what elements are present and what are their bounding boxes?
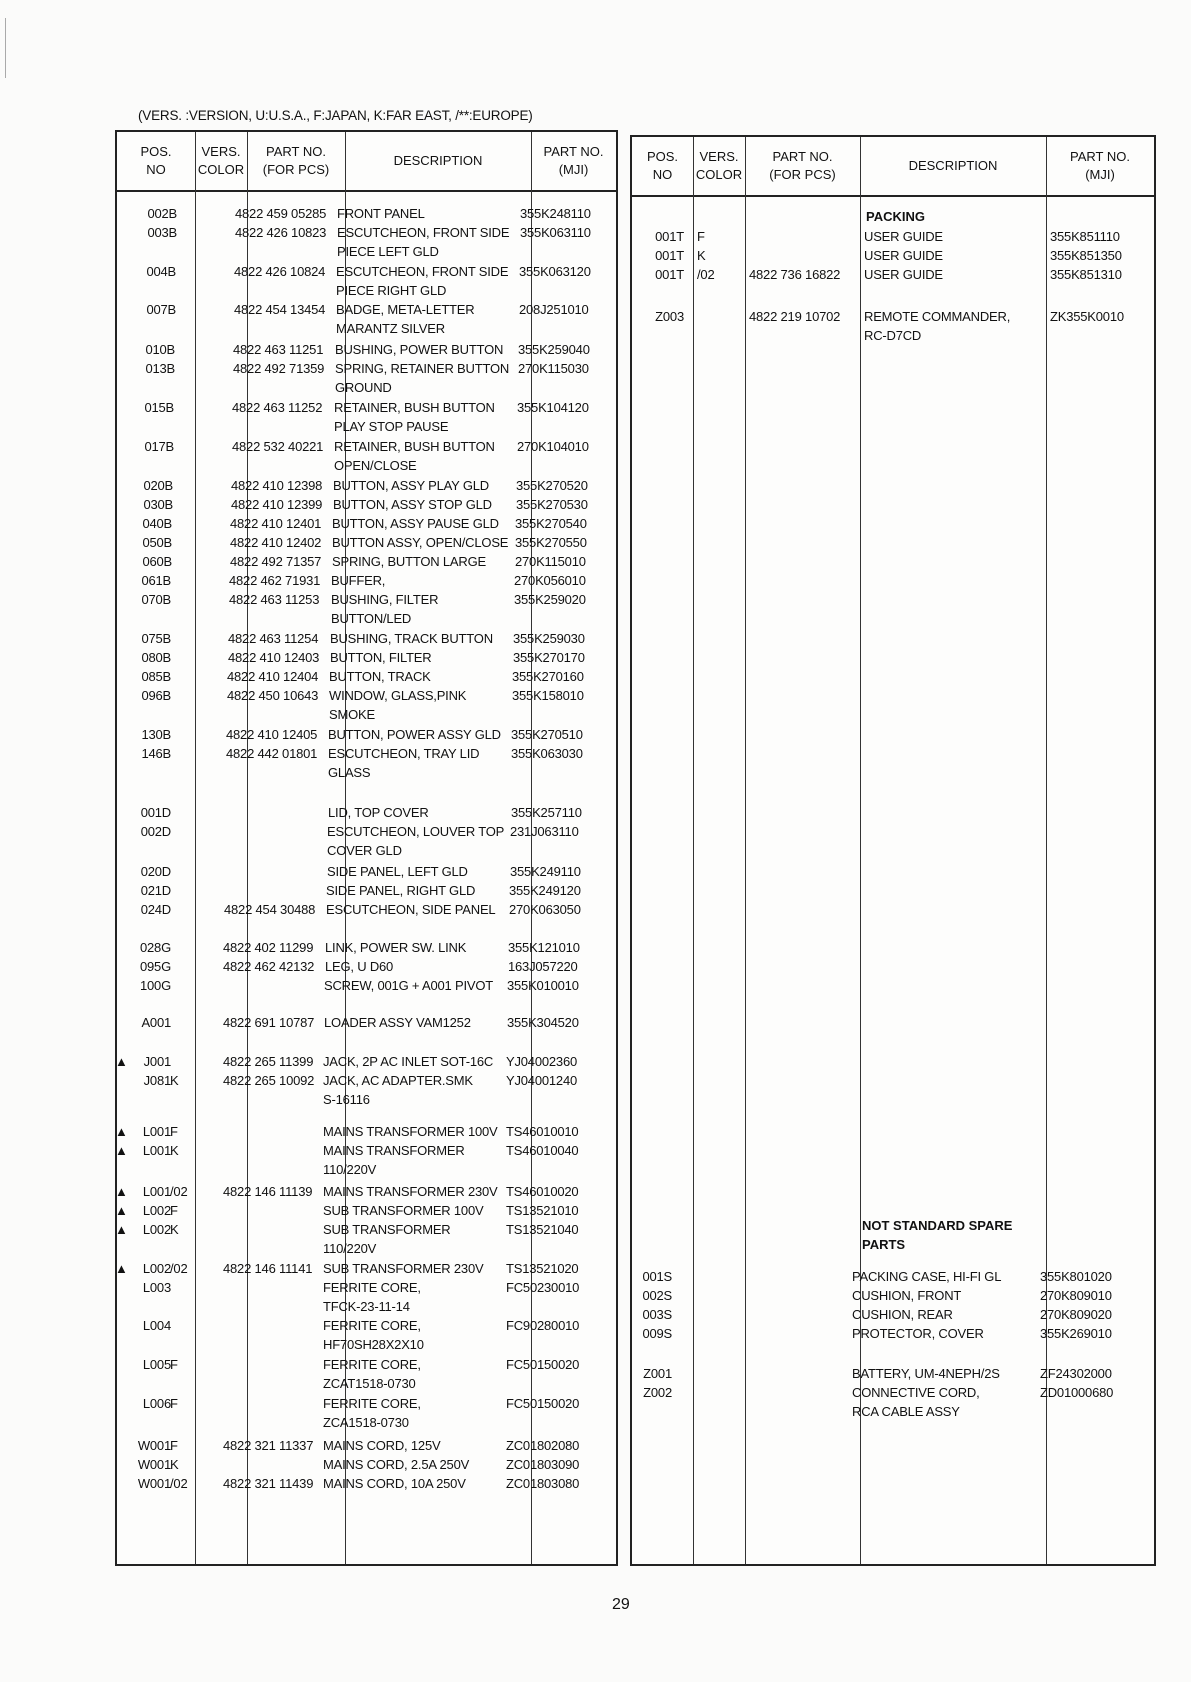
pos-no-cell: 007B [146,302,176,317]
part-no-pcs-cell: 4822 146 11139 [223,1184,313,1199]
pos-no-cell: Z001 [643,1366,672,1381]
description-cell: FERRITE CORE, TFCK-23-11-14 [323,1280,421,1314]
description-cell: MAINS TRANSFORMER 230V [323,1184,498,1199]
description-cell: BUSHING, TRACK BUTTON [330,631,493,646]
part-no-mji-cell: 208J251010 [519,302,589,317]
vers-color-cell: F [170,1396,178,1411]
part-no-pcs-cell: 4822 463 11252 [232,400,323,415]
description-cell: SCREW, 001G + A001 PIVOT [324,978,493,993]
pos-no-cell: 003B [147,225,177,240]
pos-no-cell: 001S [642,1269,672,1284]
vers-color-cell: F [170,1203,178,1218]
vers-color-cell: /02 [170,1261,188,1276]
pos-no-cell: 009S [642,1326,672,1341]
part-no-mji-cell: FC50150020 [506,1357,580,1372]
pos-no-cell: 001T [655,267,684,282]
part-no-mji-cell: 355K249110 [510,864,581,879]
pos-no-cell: 010B [145,342,175,357]
pos-no-cell: 015B [144,400,174,415]
part-no-mji-cell: FC50150020 [506,1396,580,1411]
pos-no-cell: 020B [143,478,173,493]
description-cell: LID, TOP COVER [328,805,429,820]
description-cell: BATTERY, UM-4NEPH/2S [852,1366,1000,1381]
part-no-pcs-cell: 4822 426 10824 [234,264,326,279]
pos-no-cell: W001 [137,1438,171,1453]
part-no-mji-cell: 355K121010 [508,940,580,955]
part-no-pcs-cell: 4822 492 71357 [230,554,322,569]
pos-no-cell: 070B [141,592,171,607]
vers-color-cell: F [170,1438,178,1453]
part-no-mji-cell: 270K809020 [1040,1307,1112,1322]
pos-no-cell: 075B [141,631,171,646]
part-no-mji-cell: 270K063050 [509,902,581,917]
description-cell: SIDE PANEL, RIGHT GLD [326,883,476,898]
pos-no-cell: 100G [139,978,171,993]
part-no-mji-cell: 355K158010 [512,688,584,703]
section-title-packing: PACKING [866,209,925,224]
pos-no-cell: 028G [139,940,171,955]
warning-triangle-icon: ▲ [115,1143,128,1158]
part-no-pcs-cell: 4822 462 71931 [229,573,321,588]
description-cell: ESCUTCHEON, SIDE PANEL [326,902,496,917]
pos-no-cell: 050B [142,535,172,550]
part-no-pcs-cell: 4822 462 42132 [223,959,315,974]
part-no-mji-cell: 270K104010 [517,439,589,454]
description-cell: SUB TRANSFORMER 100V [323,1203,484,1218]
pos-no-cell: 001T [655,248,684,263]
warning-triangle-icon: ▲ [115,1261,128,1276]
description-cell: FERRITE CORE, HF70SH28X2X10 [323,1318,424,1352]
part-no-mji-cell: 355K270530 [516,497,588,512]
vers-color-cell: F [170,1357,178,1372]
part-no-mji-cell: 355K104120 [517,400,589,415]
page-number: 29 [612,1596,630,1613]
description-cell: SPRING, BUTTON LARGE [332,554,486,569]
part-no-mji-cell: 355K259020 [514,592,586,607]
pos-no-cell: 080B [141,650,171,665]
header-part-no-pcs: PART NO. (FOR PCS) [769,149,836,182]
part-no-mji-cell: FC90280010 [506,1318,580,1333]
description-cell: BUTTON, ASSY PAUSE GLD [332,516,499,531]
description-cell: ESCUTCHEON, TRAY LID GLASS [328,746,480,780]
description-cell: BADGE, META-LETTER MARANTZ SILVER [336,302,475,336]
vers-color-cell: /02 [170,1184,188,1199]
part-no-mji-cell: 270K115030 [518,361,589,376]
pos-no-cell: L001 [142,1184,171,1199]
vers-color-cell: /02 [697,267,715,282]
pos-no-cell: W001 [137,1476,171,1491]
part-no-pcs-cell: 4822 410 12403 [228,650,320,665]
vers-color-cell: /02 [170,1476,188,1491]
header-part-no-pcs: PART NO. (FOR PCS) [262,144,330,177]
part-no-mji-cell: 270K809010 [1040,1288,1112,1303]
part-no-pcs-cell: 4822 321 11439 [223,1476,314,1491]
vers-color-cell: K [170,1222,179,1237]
description-cell: ESCUTCHEON, LOUVER TOP COVER GLD [327,824,505,858]
scan-margin-line [5,18,6,78]
pos-no-cell: 013B [145,361,175,376]
description-cell: SUB TRANSFORMER 230V [323,1261,484,1276]
pos-no-cell: 002D [140,824,171,839]
part-no-mji-cell: 355K270170 [513,650,585,665]
description-cell: BUTTON, ASSY STOP GLD [333,497,492,512]
pos-no-cell: 002B [147,206,177,221]
part-no-pcs-cell: 4822 691 10787 [223,1015,315,1030]
part-no-mji-cell: 355K851110 [1050,229,1120,244]
pos-no-cell: L003 [142,1280,171,1295]
description-cell: LOADER ASSY VAM1252 [324,1015,471,1030]
part-no-mji-cell: TS46010020 [506,1184,579,1199]
description-cell: WINDOW, GLASS,PINK SMOKE [329,688,467,722]
part-no-mji-cell: 355K063030 [511,746,583,761]
pos-no-cell: L001 [142,1143,171,1158]
description-cell: FERRITE CORE, ZCA1518-0730 [323,1396,421,1430]
part-no-pcs-cell: 4822 426 10823 [235,225,327,240]
part-no-mji-cell: TS13521040 [506,1222,579,1237]
pos-no-cell: L004 [142,1318,171,1333]
description-cell: REMOTE COMMANDER, RC-D7CD [864,309,1011,343]
description-cell: JACK, 2P AC INLET SOT-16C [323,1054,494,1069]
pos-no-cell: 095G [139,959,171,974]
pos-no-cell: L005 [142,1357,171,1372]
description-cell: MAINS CORD, 10A 250V [323,1476,466,1491]
vers-color-cell: K [170,1073,179,1088]
pos-no-cell: 061B [141,573,171,588]
part-no-pcs-cell: 4822 146 11141 [223,1261,313,1276]
part-no-mji-cell: 231J063110 [510,824,579,839]
part-no-mji-cell: 355K270510 [511,727,583,742]
part-no-mji-cell: 355K063110 [520,225,591,240]
pos-no-cell: 096B [141,688,171,703]
part-no-mji-cell: ZD01000680 [1040,1385,1114,1400]
header-part-no-mji: PART NO. (MJI) [1070,149,1130,182]
part-no-mji-cell: 355K270520 [516,478,588,493]
description-cell: PROTECTOR, COVER [852,1326,984,1341]
pos-no-cell: W001 [137,1457,171,1472]
description-cell: BUTTON, ASSY PLAY GLD [333,478,489,493]
pos-no-cell: 001T [655,229,684,244]
warning-triangle-icon: ▲ [115,1203,128,1218]
part-no-pcs-cell: 4822 532 40221 [232,439,324,454]
part-no-mji-cell: TS46010040 [506,1143,579,1158]
description-cell: SPRING, RETAINER BUTTON GROUND [335,361,510,395]
header-part-no-mji: PART NO. (MJI) [543,144,604,177]
description-cell: ESCUTCHEON, FRONT SIDE PIECE RIGHT GLD [336,264,509,298]
part-no-pcs-cell: 4822 410 12401 [230,516,322,531]
header-pos-no: POS. NO [646,149,679,182]
part-no-mji-cell: 355K269010 [1040,1326,1112,1341]
pos-no-cell: 017B [144,439,174,454]
part-no-mji-cell: TS46010010 [506,1124,579,1139]
version-legend: (VERS. :VERSION, U:U.S.A., F:JAPAN, K:FAR EAST, /**:EUROPE) [138,108,533,123]
pos-no-cell: 130B [141,727,171,742]
pos-no-cell: A001 [141,1015,171,1030]
part-no-mji-cell: YJ04001240 [506,1073,578,1088]
description-cell: CONNECTIVE CORD, RCA CABLE ASSY [852,1385,980,1419]
description-cell: LEG, U D60 [325,959,394,974]
part-no-pcs-cell: 4822 410 12398 [231,478,323,493]
pos-no-cell: 024D [140,902,171,917]
description-cell: BUSHING, POWER BUTTON [335,342,504,357]
pos-no-cell: 020D [140,864,171,879]
part-no-mji-cell: 355K801020 [1040,1269,1112,1284]
description-cell: PACKING CASE, HI-FI GL [852,1269,1002,1284]
part-no-pcs-cell: 4822 265 10092 [223,1073,315,1088]
part-no-pcs-cell: 4822 463 11253 [229,592,320,607]
pos-no-cell: 146B [141,746,171,761]
part-no-mji-cell: 270K056010 [514,573,586,588]
part-no-mji-cell: YJ04002360 [506,1054,578,1069]
description-cell: BUTTON ASSY, OPEN/CLOSE [332,535,509,550]
pos-no-cell: 004B [146,264,176,279]
part-no-pcs-cell: 4822 410 12404 [227,669,319,684]
description-cell: BUTTON, POWER ASSY GLD [328,727,501,742]
warning-triangle-icon: ▲ [115,1124,128,1139]
description-cell: USER GUIDE [864,267,943,282]
part-no-mji-cell: ZF24302000 [1040,1366,1112,1381]
part-no-mji-cell: 355K248110 [520,206,591,221]
pos-no-cell: 003S [642,1307,672,1322]
part-no-mji-cell: 355K063120 [519,264,591,279]
part-no-mji-cell: 355K249120 [509,883,581,898]
part-no-mji-cell: 163J057220 [508,959,578,974]
part-no-pcs-cell: 4822 450 10643 [227,688,319,703]
description-cell: BUTTON, FILTER [330,650,432,665]
part-no-mji-cell: TS13521010 [506,1203,579,1218]
part-no-pcs-cell: 4822 454 13454 [234,302,326,317]
pos-no-cell: 060B [142,554,172,569]
part-no-mji-cell: 355K257110 [511,805,582,820]
part-no-mji-cell: 270K115010 [515,554,586,569]
warning-triangle-icon: ▲ [115,1054,128,1069]
vers-color-cell: K [170,1143,179,1158]
left-parts-table [115,130,618,1566]
warning-triangle-icon: ▲ [115,1184,128,1199]
vers-color-cell: F [170,1124,178,1139]
pos-no-cell: 001D [140,805,171,820]
description-cell: MAINS CORD, 125V [323,1438,441,1453]
pos-no-cell: 002S [642,1288,672,1303]
description-cell: SUB TRANSFORMER 110/220V [323,1222,451,1256]
part-no-mji-cell: ZC01802080 [506,1438,580,1453]
part-no-pcs-cell: 4822 736 16822 [749,267,841,282]
part-no-pcs-cell: 4822 219 10702 [749,309,841,324]
part-no-mji-cell: 355K851310 [1050,267,1122,282]
section-title-not-standard-spare-parts: NOT STANDARD SPARE PARTS [862,1218,1013,1252]
part-no-mji-cell: ZC01803080 [506,1476,580,1491]
description-cell: FERRITE CORE, ZCAT1518-0730 [323,1357,421,1391]
pos-no-cell: L002 [142,1203,171,1218]
part-no-pcs-cell: 4822 410 12399 [231,497,323,512]
pos-no-cell: L006 [142,1396,171,1411]
vers-color-cell: F [697,229,705,244]
description-cell: CUSHION, FRONT [852,1288,962,1303]
part-no-mji-cell: 355K270550 [515,535,587,550]
header-pos-no: POS. NO [140,144,172,177]
part-no-pcs-cell: 4822 454 30488 [224,902,316,917]
description-cell: CUSHION, REAR [852,1307,953,1322]
part-no-pcs-cell: 4822 410 12405 [226,727,318,742]
part-no-pcs-cell: 4822 492 71359 [233,361,325,376]
description-cell: JACK, AC ADAPTER.SMK S-16116 [323,1073,473,1107]
part-no-pcs-cell: 4822 410 12402 [230,535,322,550]
vers-color-cell: K [170,1457,179,1472]
description-cell: MAINS CORD, 2.5A 250V [323,1457,470,1472]
part-no-mji-cell: 355K270540 [515,516,587,531]
part-no-mji-cell: 355K259040 [518,342,590,357]
header-description: DESCRIPTION [393,153,483,168]
warning-triangle-icon: ▲ [115,1222,128,1237]
part-no-pcs-cell: 4822 402 11299 [223,940,314,955]
pos-no-cell: J001 [143,1054,171,1069]
part-no-mji-cell: 355K270160 [512,669,584,684]
description-cell: USER GUIDE [864,229,943,244]
description-cell: SIDE PANEL, LEFT GLD [327,864,468,879]
description-cell: RETAINER, BUSH BUTTON PLAY STOP PAUSE [334,400,495,434]
description-cell: FRONT PANEL [337,206,425,221]
description-cell: BUFFER, [331,573,386,588]
pos-no-cell: 040B [142,516,172,531]
pos-no-cell: 030B [143,497,173,512]
description-cell: BUSHING, FILTER BUTTON/LED [331,592,439,626]
header-vers-color: VERS. COLOR [197,144,245,177]
part-no-mji-cell: 355K304520 [507,1015,579,1030]
pos-no-cell: L002 [142,1222,171,1237]
part-no-pcs-cell: 4822 463 11254 [228,631,319,646]
part-no-pcs-cell: 4822 463 11251 [233,342,324,357]
pos-no-cell: Z002 [643,1385,672,1400]
pos-no-cell: Z003 [655,309,684,324]
right-parts-table [630,135,1156,1566]
pos-no-cell: J081 [143,1073,171,1088]
part-no-mji-cell: 355K851350 [1050,248,1122,263]
part-no-mji-cell: 355K259030 [513,631,585,646]
pos-no-cell: L001 [142,1124,171,1139]
description-cell: BUTTON, TRACK [329,669,431,684]
part-no-pcs-cell: 4822 265 11399 [223,1054,314,1069]
header-vers-color: VERS. COLOR [695,149,743,182]
pos-no-cell: 085B [141,669,171,684]
part-no-pcs-cell: 4822 442 01801 [226,746,318,761]
description-cell: LINK, POWER SW. LINK [325,940,467,955]
pos-no-cell: L002 [142,1261,171,1276]
description-cell: MAINS TRANSFORMER 110/220V [323,1143,465,1177]
description-cell: MAINS TRANSFORMER 100V [323,1124,498,1139]
description-cell: USER GUIDE [864,248,943,263]
part-no-mji-cell: FC50230010 [506,1280,580,1295]
part-no-mji-cell: ZC01803090 [506,1457,580,1472]
description-cell: ESCUTCHEON, FRONT SIDE PIECE LEFT GLD [337,225,510,259]
part-no-mji-cell: 355K010010 [507,978,579,993]
pos-no-cell: 021D [140,883,171,898]
vers-color-cell: K [697,248,706,263]
part-no-pcs-cell: 4822 459 05285 [235,206,327,221]
description-cell: RETAINER, BUSH BUTTON OPEN/CLOSE [334,439,495,473]
part-no-pcs-cell: 4822 321 11337 [223,1438,314,1453]
part-no-mji-cell: TS13521020 [506,1261,579,1276]
part-no-mji-cell: ZK355K0010 [1050,309,1124,324]
header-description: DESCRIPTION [908,158,998,173]
